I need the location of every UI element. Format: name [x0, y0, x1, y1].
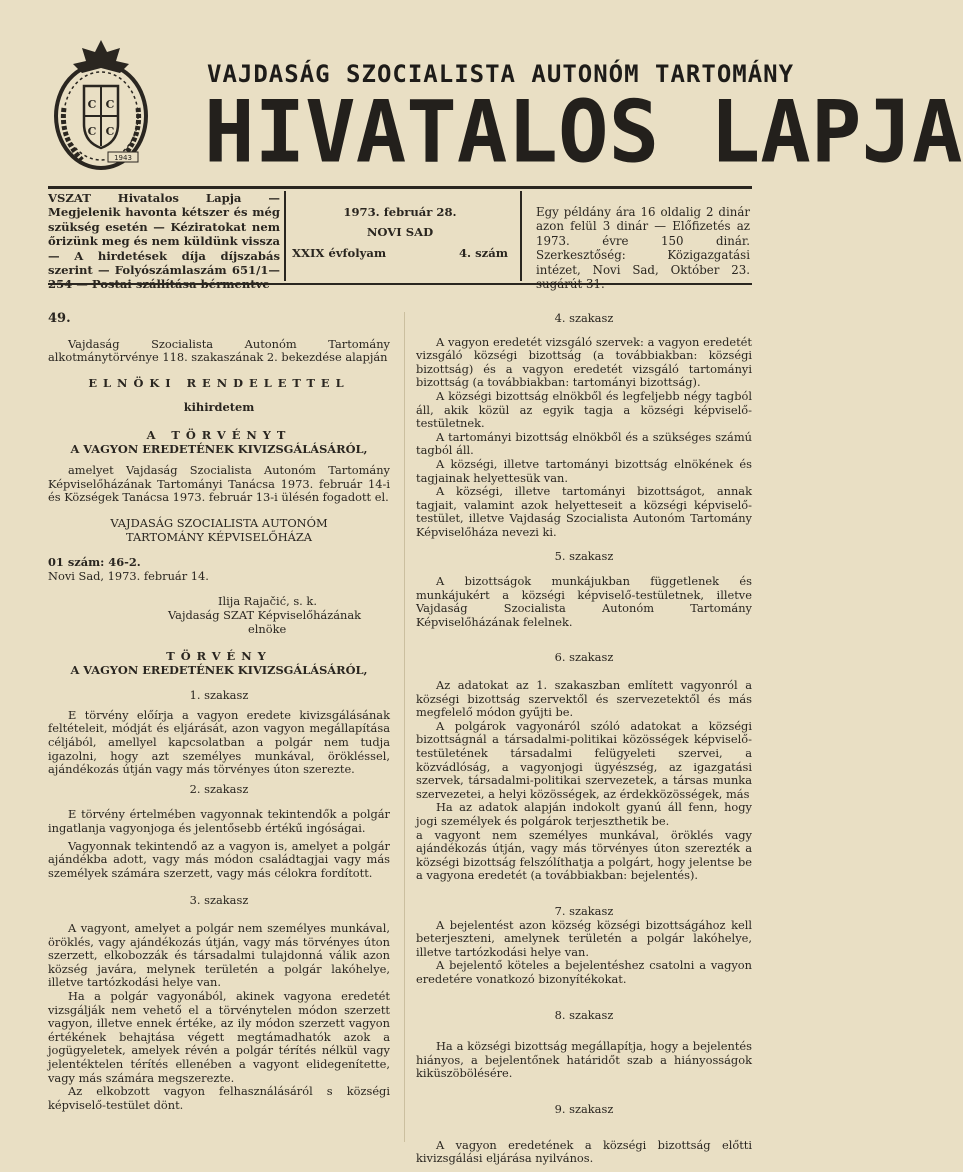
item-number: 49. [48, 311, 71, 326]
coat-of-arms-emblem [52, 38, 150, 172]
section-1-text: E törvény előírja a vagyon eredete kivizsgálásának feltételeit, módját és eljárását, azon vagyon megállapítása céljából, amellyel kapcsolatban a polgár nem tudja igazolni, hogy azt személyes munkával, örökléssel, ajándékozás útján vagy más törvényes úton szerezte. [48, 707, 390, 777]
column-divider [404, 312, 405, 1142]
masthead-title: HIVATALOS LAPJA [204, 82, 963, 182]
section-9-paragraph-1: A vagyon eredetének a községi bizottság előtti kivizsgálási eljárása nyilvános. [416, 1137, 752, 1166]
volume-row [292, 246, 508, 260]
section-9-heading: 9. szakasz [554, 1101, 614, 1116]
promulgate-text: kihirdetem [183, 400, 255, 415]
masthead-subtitle: VAJDASÁG SZOCIALISTA AUTONÓM TARTOMÁNY [207, 60, 795, 88]
intro-text: Vajdaság Szocialista Autonóm Tartomány alkotmánytörvénye 118. szakaszának 2. bekezdése alapján [48, 336, 390, 365]
section-7-heading: 7. szakasz [554, 903, 614, 918]
section-4-paragraph-1: A vagyon eredetét vizsgáló szervek: a vagyon eredetét vizsgáló községi bizottság (a továbbiakban: községi bizottság) és a vagyon eredetét vizsgáló tartományi bizottság (a továbbiakban: tartományi bizottság). [416, 334, 752, 390]
bottom-rule [48, 283, 752, 285]
info-band [48, 191, 752, 283]
issue-place: NOVI SAD [366, 225, 434, 240]
band-divider-1 [284, 191, 286, 281]
decree-heading: ELNÖKI RENDELETTEL [88, 375, 350, 390]
law-subheading: A VAGYON EREDETÉNEK KIVIZSGÁLÁSÁRÓL, [70, 441, 368, 456]
section-8-paragraph-1: Ha a községi bizottság megállapítja, hogy a bejelentés hiányos, a bejelentőnek határidőt szab a hiányosságok kiküszöbölésére. [416, 1039, 752, 1081]
svg-text:C: C [87, 125, 97, 138]
reference-date: Novi Sad, 1973. február 14. [48, 568, 209, 583]
assembly-line-2: TARTOMÁNY KÉPVISELŐHÁZA [125, 529, 313, 544]
left-column [48, 312, 390, 1112]
law-heading: A TÖRVÉNYT [146, 427, 292, 442]
section-4-paragraph-5: A községi, illetve tartományi bizottságot, annak tagjait, valamint azok helyetteseit a községi képviselő-testület, illetve Vajdaság Szocialista Autonóm Tartomány Képviselőháza nevezi ki. [416, 484, 752, 539]
section-3-paragraph-1: A vagyont, amelyet a polgár nem személyes munkával, öröklés, vagy ajándékozás útján, vagy más törvényes úton szerzett, elkobozzák és társadalmi tulajdonná válik azon község javára, melynek területén a polgár lakóhelye, illetve tartózkodási helye van. [48, 921, 390, 990]
issue-volume: XXIX évfolyam [292, 245, 387, 260]
section-2-heading: 2. szakasz [189, 781, 249, 796]
right-column [416, 312, 752, 1166]
section-8-heading: 8. szakasz [554, 1007, 614, 1022]
signer-role: Vajdaság SZAT Képviselőházának [168, 607, 362, 622]
section-5-paragraph-1: A bizottságok munkájukban függetlenek és munkájukért a községi képviselő-testületnek, illetve Vajdaság Szocialista Autonóm Tartomány Képviselőházának felelnek. [416, 574, 752, 629]
torveny-subheading: A VAGYON EREDETÉNEK KIVIZSGÁLÁSÁRÓL, [70, 662, 368, 677]
emblem-year: 1943 [114, 154, 132, 162]
section-6-paragraph-4: a vagyont nem személyes munkával, öröklés vagy ajándékozás útján, vagy más törvényes úton szerezték a községi bizottság felszólíthatja a polgárt, hogy jelentse be a vagyona eredetét (a továbbiakban: bejelentés). [416, 827, 752, 883]
section-6-paragraph-1: Az adatokat az 1. szakaszban említett vagyonról a községi bizottság szervektől és szervezetektől és más megfelelő módon gyűjti be. [416, 678, 752, 720]
issue-date: 1973. február 28. [343, 205, 457, 219]
adopted-text: amelyet Vajdaság Szocialista Autonóm Tartomány Képviselőházának Tartományi Tanácsa 1973. február 14-i és Községek Tanácsa 1973. február 13-i ülésén fogadott el. [48, 463, 390, 505]
section-6-heading: 6. szakasz [554, 650, 614, 665]
section-3-heading: 3. szakasz [189, 893, 249, 908]
section-4-paragraph-3: A tartományi bizottság elnökből és a szükséges számú tagból áll. [416, 429, 752, 458]
section-6-paragraph-3: Ha az adatok alapján indokolt gyanú áll fenn, hogy jogi személyek és polgárok terjeszthetik be. [416, 800, 752, 828]
section-1-heading: 1. szakasz [189, 688, 249, 703]
svg-text:C: C [105, 98, 115, 111]
section-4-paragraph-4: A községi, illetve tartományi bizottság elnökének és tagjainak helyettesük van. [416, 456, 752, 485]
issue-info [292, 205, 508, 260]
torveny-heading: TÖRVÉNY [166, 649, 272, 664]
price-info: Egy példány ára 16 oldalig 2 dinár azon felül 3 dinár — Előfizetés az 1973. évre 150 dinár. Szerkesztőség: Közigazgatási intézet, Novi Sad, Október 23. [536, 205, 750, 277]
section-3-paragraph-3: Az elkobzott vagyon felhasználásáról s községi képviselő-testület dönt. [48, 1084, 390, 1112]
section-6-paragraph-2: A polgárok vagyonáról szóló adatokat a községi bizottságnál a társadalmi-politikai közösségek képviselő-testületének társadalmi felügyeleti szervei, a közvádlóság, a vagyonjogi ügyészség, az igazgatási szervek, társadalmi-politikai szervezetek, a társas munka szervezetei, a helyi közösségek, az érdekközösségek, más [416, 718, 752, 801]
top-rule [48, 186, 752, 189]
publication-info: VSZAT Hivatalos Lapja — Megjelenik havonta kétszer és még szükség esetén — Kéziratokat nem őrizünk meg és nem küldünk vissza — A hirdetések díja díjszabás szerint — Folyószámlaszám 651/1— [48, 191, 280, 278]
issue-number: 4. szám [458, 245, 508, 260]
section-3-paragraph-2: Ha a polgár vagyonából, akinek vagyona eredetét vizsgálják nem vehető el a törvénytelen módon szerzett vagyon, illetve ennek értéke, az ily módon szerzett vagyon értékének behajtása végett megtámadhatók azok a jogügyeletek, amelyek révén a polgár térítés nélkül vagy jelentéktelen térítés ellenében a vagyont elidegenítette, vagy más számára megszerezte. [48, 988, 390, 1085]
section-2-paragraph-1: E törvény értelmében vagyonnak tekintendők a polgár ingatlanja vagyonjoga és jelentősebb értékű ingóságai. [48, 807, 390, 836]
svg-text:C: C [87, 98, 97, 111]
section-5-heading: 5. szakasz [554, 548, 614, 563]
section-2-paragraph-2: Vagyonnak tekintendő az a vagyon is, amelyet a polgár ajándékba adott, vagy más módon családtagjai vagy más személyek számára szerzett, vagy más célokra fordított. [48, 838, 390, 880]
signer-title: elnöke [248, 621, 287, 636]
svg-text:C: C [105, 125, 115, 138]
section-7-paragraph-1: A bejelentést azon község községi bizottságához kell beterjeszteni, amelynek területén a polgár lakóhelye, illetve tartózkodási helye van. [416, 917, 752, 959]
reference-number: 01 szám: 46-2. [48, 555, 141, 570]
band-divider-2 [520, 191, 522, 281]
section-4-paragraph-2: A községi bizottság elnökből és legfeljebb négy tagból áll, akik közül az egyik tagja a községi képviselő-testületnek. [416, 388, 752, 431]
signer-name: Ilija Rajačić, s. k. [218, 594, 317, 609]
section-4-heading: 4. szakasz [554, 311, 614, 325]
assembly-line-1: VAJDASÁG SZOCIALISTA AUTONÓM [110, 515, 328, 530]
section-7-paragraph-2: A bejelentő köteles a bejelentéshez csatolni a vagyon eredetére vonatkozó bizonyítékokat. [416, 958, 752, 986]
